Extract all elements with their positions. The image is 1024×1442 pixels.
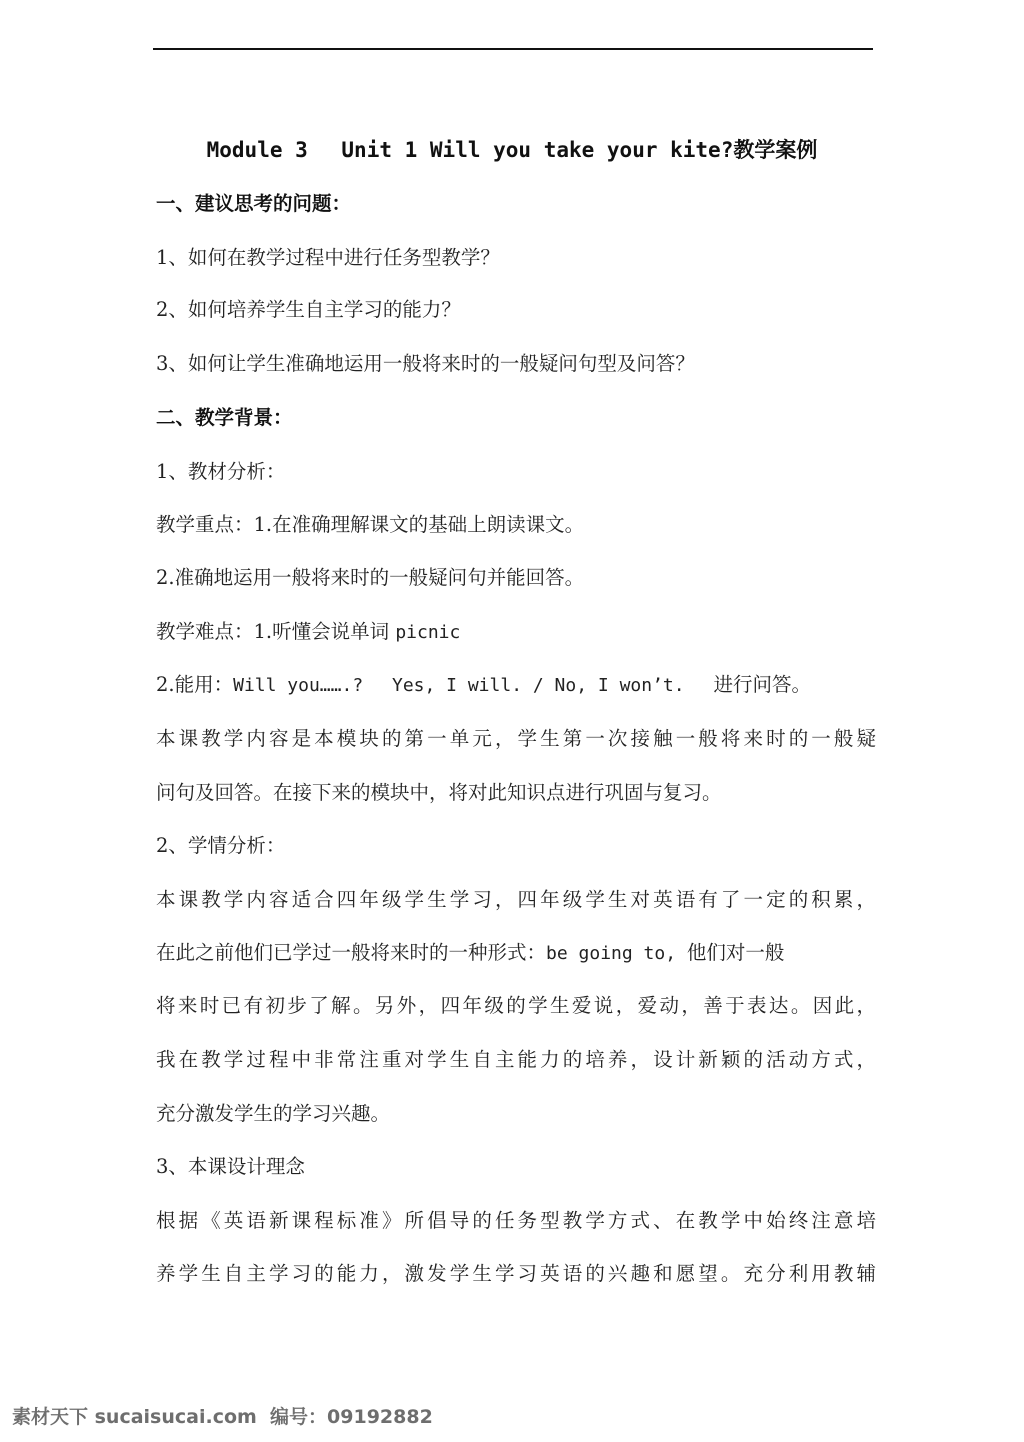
difficulty-word: picnic <box>395 622 461 643</box>
subsection-1-heading: 1、教材分析： <box>156 460 286 483</box>
document-title: Module 3 Unit 1 Will you take your kite?教学案例 <box>206 138 818 162</box>
analysis-line-5: 充分激发学生的学习兴趣。 <box>156 1102 391 1125</box>
question-3: 3、如何让学生准确地运用一般将来时的一般疑问句型及问答？ <box>156 352 695 375</box>
teaching-difficulty-2 <box>156 667 876 704</box>
content-paragraph-line-1: 本课教学内容是本模块的第一单元，学生第一次接触一般将来时的一般疑 <box>156 727 876 750</box>
teaching-focus-2: 2.准确地运用一般将来时的一般疑问句并能回答。 <box>156 566 585 589</box>
analysis-line-2 <box>156 935 876 972</box>
concept-line-2: 养学生自主学习的能力，激发学生学习英语的兴趣和愿望。充分利用教辅 <box>156 1262 876 1285</box>
section-1-heading: 一、建议思考的问题： <box>156 192 352 215</box>
subsection-3-heading: 3、本课设计理念 <box>156 1155 305 1178</box>
difficulty2-prefix: 2.能用： <box>156 673 234 696</box>
teaching-difficulty-1 <box>156 614 876 651</box>
analysis-line-3: 将来时已有初步了解。另外，四年级的学生爱说，爱动，善于表达。因此， <box>156 994 876 1017</box>
analysis-line-2c: 他们对一般 <box>686 941 785 964</box>
watermark: 素材天下 sucaisucai.com 编号：09192882 <box>12 1406 433 1428</box>
subsection-2-heading: 2、学情分析： <box>156 834 286 857</box>
analysis-line-1: 本课教学内容适合四年级学生学习，四年级学生对英语有了一定的积累， <box>156 888 876 911</box>
difficulty2-suffix: 进行问答。 <box>713 673 811 696</box>
section-2-heading: 二、教学背景： <box>156 406 293 429</box>
difficulty-label: 教学难点：1.听懂会说单词 <box>156 620 396 643</box>
analysis-line-2a: 在此之前他们已学过一般将来时的一种形式： <box>156 941 547 964</box>
header-rule <box>153 48 873 50</box>
difficulty2-english: Will you…….? Yes, I will. / No, I won’t. <box>233 675 714 696</box>
analysis-line-4: 我在教学过程中非常注重对学生自主能力的培养，设计新颖的活动方式， <box>156 1048 876 1071</box>
question-1: 1、如何在教学过程中进行任务型教学？ <box>156 246 500 269</box>
concept-line-1: 根据《英语新课程标准》所倡导的任务型教学方式、在教学中始终注意培 <box>156 1209 876 1232</box>
teaching-focus-1: 教学重点：1.在准确理解课文的基础上朗读课文。 <box>156 513 585 536</box>
analysis-line-2b: be going to, <box>546 943 687 964</box>
content-paragraph-line-2: 问句及回答。在接下来的模块中，将对此知识点进行巩固与复习。 <box>156 781 722 804</box>
question-2: 2、如何培养学生自主学习的能力？ <box>156 298 461 321</box>
